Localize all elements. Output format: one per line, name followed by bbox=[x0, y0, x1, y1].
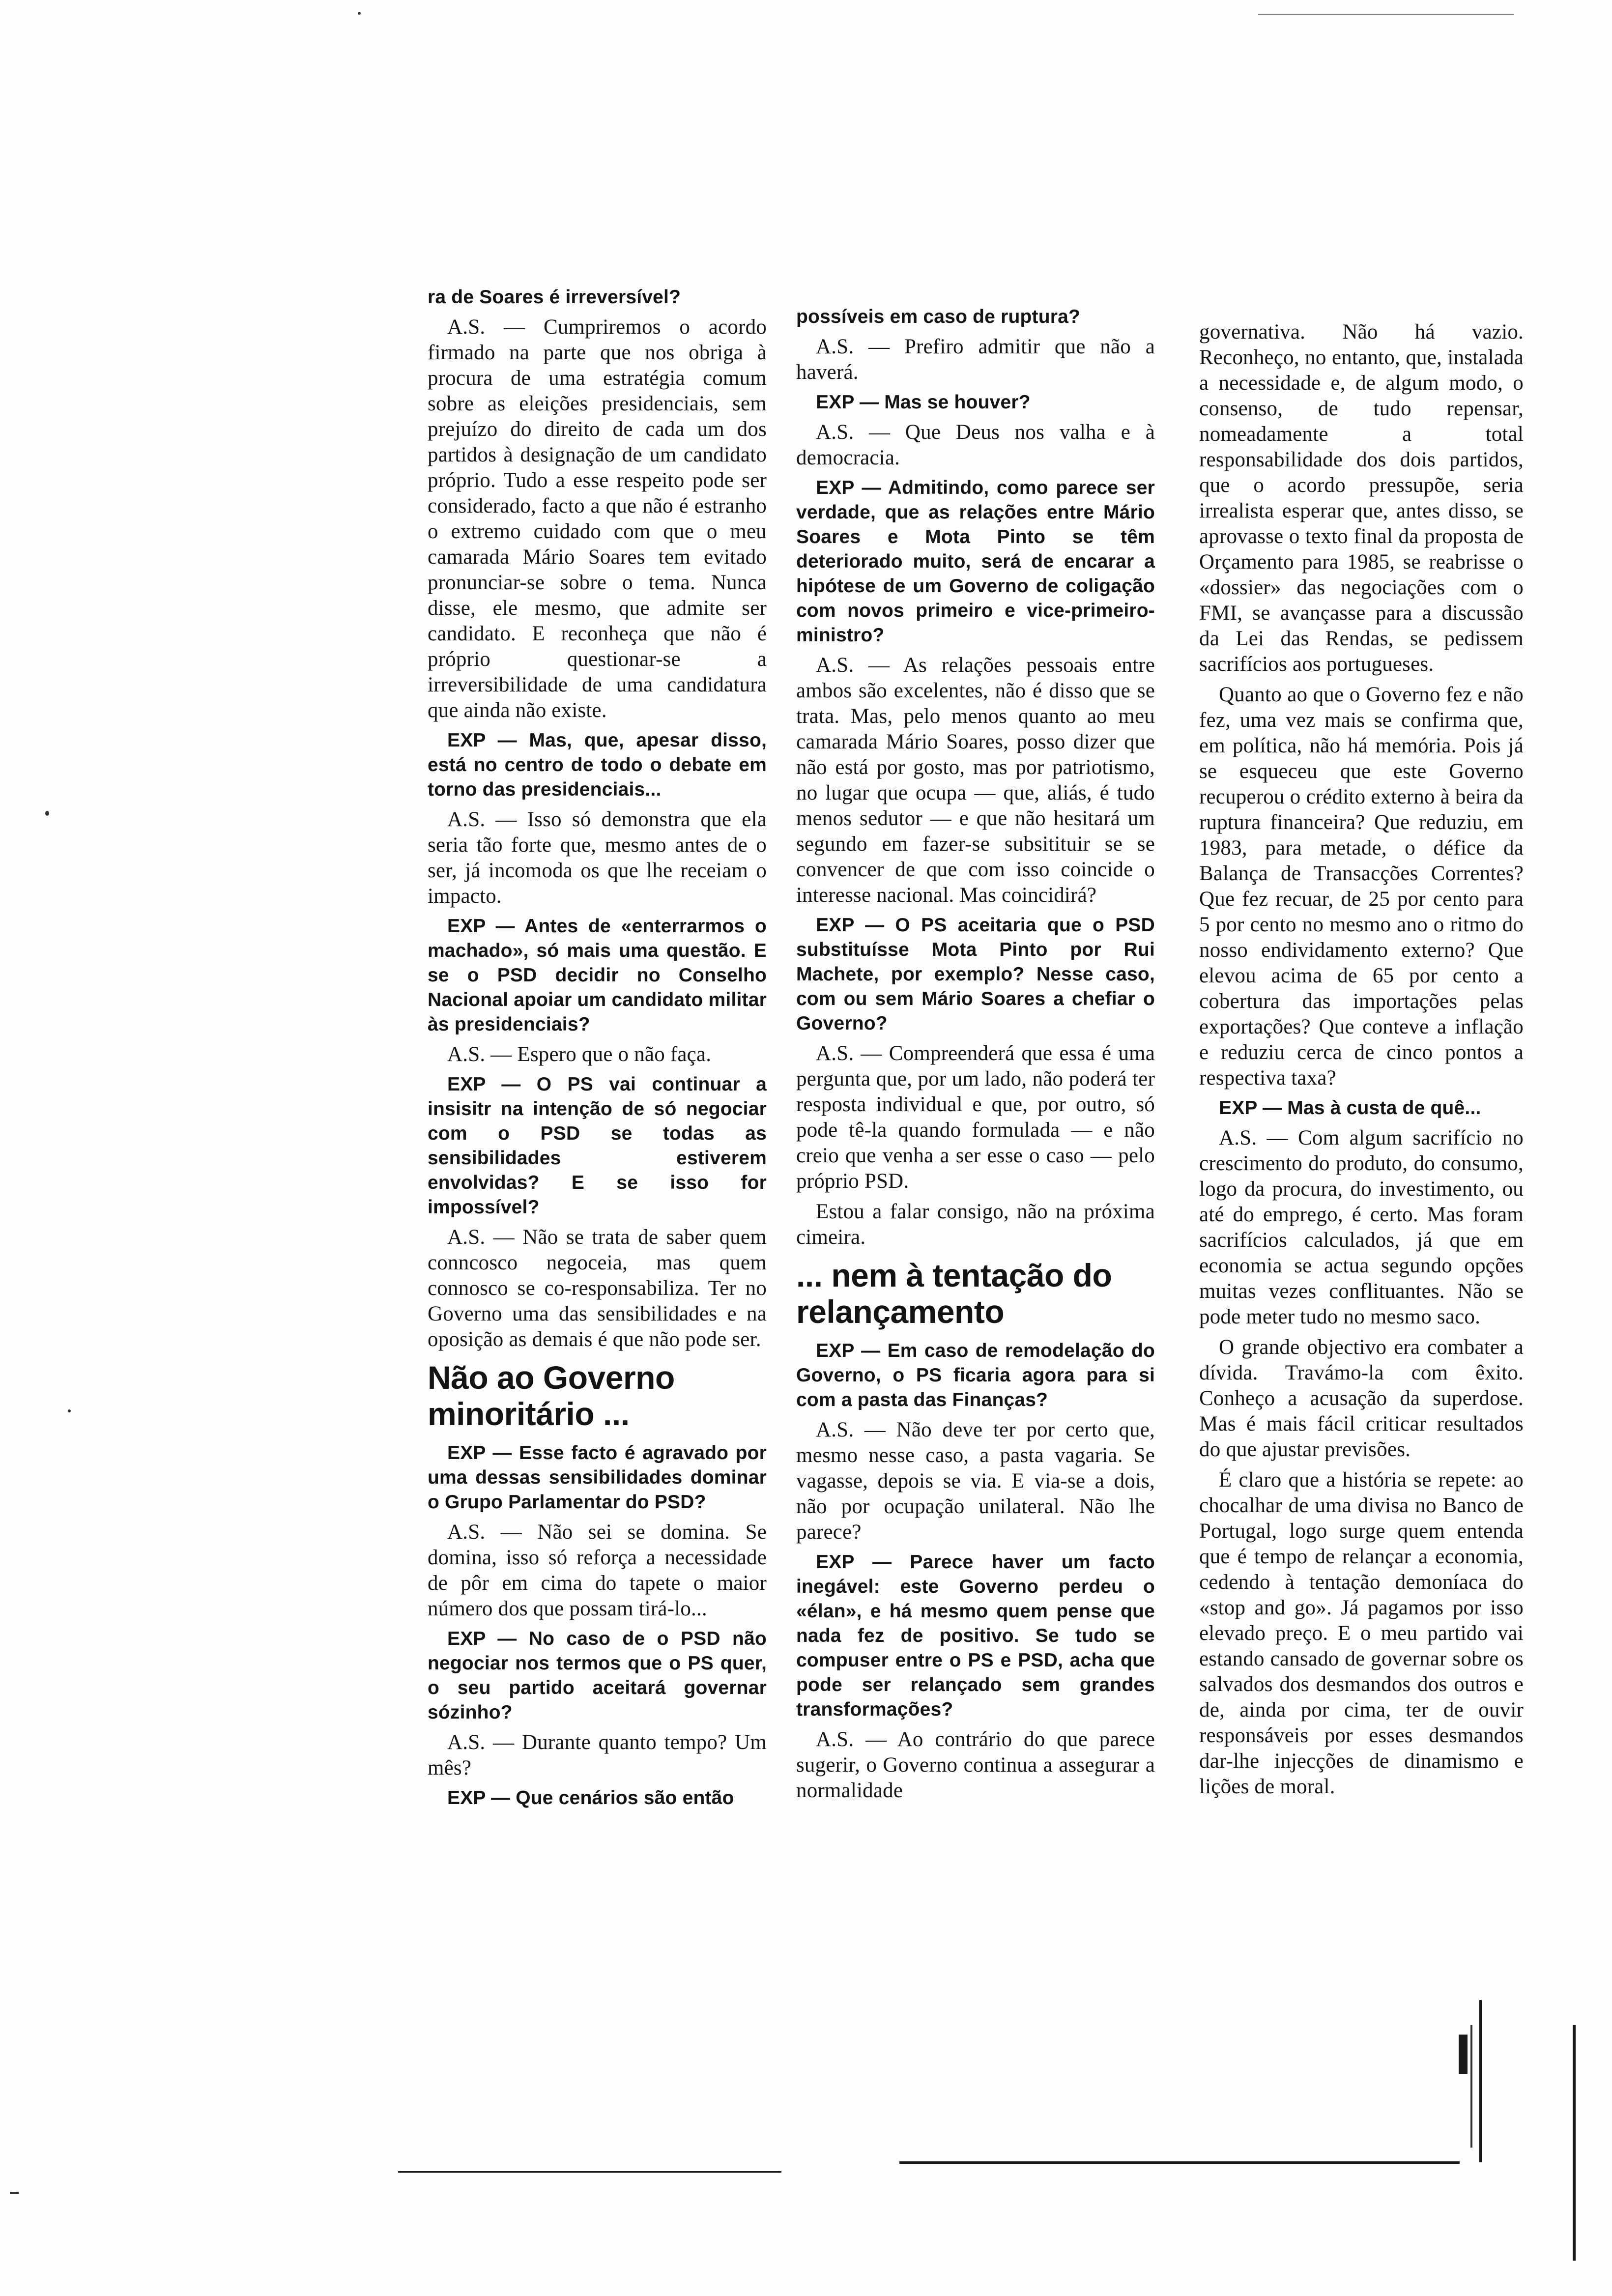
page-number-mark bbox=[1459, 2035, 1468, 2074]
interview-answer: A.S. — Que Deus nos valha e à democracia. bbox=[796, 421, 1155, 469]
interview-answer: A.S. — Isso só demonstra que ela seria tão forte que, mesmo antes de o ser, já incomoda os que lhe receiam o impacto. bbox=[428, 808, 767, 908]
scan-dot bbox=[45, 811, 49, 816]
article-column-3 bbox=[1199, 319, 1524, 1805]
interview-question: EXP — Que cenários são então bbox=[447, 1787, 734, 1808]
top-scan-line bbox=[1258, 14, 1514, 15]
interview-question: EXP — Admitindo, como parece ser verdade, que as relações entre Mário Soares e Mota Pinto se têm deteriorado muito, será de encarar a hipótese de um Governo de coligação com novos primeiro e vice-primeiro-ministro? bbox=[796, 477, 1155, 646]
interview-question: EXP — O PS vai continuar a insisitr na intenção de só negociar com o PSD se todas as sensibilidades estiverem envolvidas? E se isso for impossível? bbox=[428, 1074, 767, 1218]
interview-answer: A.S. — Não deve ter por certo que, mesmo nesse caso, a pasta vagaria. Se vagasse, depois se via. E via-se a dois, não por ocupação unilateral. Não lhe parece? bbox=[796, 1418, 1155, 1544]
scan-dot bbox=[358, 12, 361, 15]
corner-rule bbox=[1573, 2025, 1576, 2261]
interview-answer: A.S. — Cumpriremos o acordo firmado na parte que nos obriga à procura de uma estratégia comum sobre as eleições presidenciais, sem prejuízo do direito de cada um dos partidos à designação de um candidato próprio. Tudo a esse respeito pode ser considerado, facto a que não é estranho o extremo cuidado com que o meu camarada Mário Soares tem evitado pronunciar-se sobre o tema. Nunca disse, ele mesmo, que admite ser candidato. E reconheça que não é próprio questionar-se a irreversibilidade de uma candidatura que ainda não existe. bbox=[428, 316, 767, 722]
interview-answer: A.S. — Compreenderá que essa é uma pergunta que, por um lado, não poderá ter resposta individual e que, por outro, só pode tê-la quando formulada — e não creio que venha a ser esse o caso — pelo próprio PSD. bbox=[796, 1042, 1155, 1193]
interview-question: EXP — Antes de «enterrarmos o machado», só mais uma questão. E se o PSD decidir no Conselho Nacional apoiar um candidato militar às presidenciais? bbox=[428, 916, 767, 1035]
interview-question: EXP — Mas se houver? bbox=[816, 392, 1031, 413]
interview-question: EXP — O PS aceitaria que o PSD substituísse Mota Pinto por Rui Machete, por exemplo? Nesse caso, com ou sem Mário Soares a chefiar o Governo? bbox=[796, 915, 1155, 1034]
column-divider-right bbox=[1479, 2000, 1482, 2162]
page-edge-line bbox=[1470, 2025, 1472, 2148]
interview-answer: A.S. — Ao contrário do que parece sugerir, o Governo continua a assegurar a normalidade bbox=[796, 1728, 1155, 1802]
interview-question: ra de Soares é irreversível? bbox=[428, 287, 681, 308]
article-column-2 bbox=[796, 305, 1155, 1808]
article-column-1 bbox=[428, 285, 767, 1815]
interview-answer: A.S. — Não sei se domina. Se domina, isso só reforça a necessidade de pôr em cima do tapete o maior número dos que possam tirá-lo... bbox=[428, 1521, 767, 1620]
interview-answer: Estou a falar consigo, não na próxima cimeira. bbox=[796, 1200, 1155, 1249]
interview-question: EXP — Em caso de remodelação do Governo, o PS ficaria agora para si com a pasta das Finanças? bbox=[796, 1340, 1155, 1410]
interview-answer: A.S. — As relações pessoais entre ambos são excelentes, não é disso que se trata. Mas, pelo menos quanto ao meu camarada Mário Soares, posso dizer que não está por gosto, mas por patriotismo, no lugar que ocupa — que, aliás, é tudo menos sedutor — e que não hesitará um segundo em fazer-se subsitituir se se convencer de que com isso coincide o interesse nacional. Mas coincidirá? bbox=[796, 654, 1155, 907]
interview-answer: governativa. Não há vazio. Reconheço, no entanto, que, instalada a necessidade e, de algum modo, o consenso, de tudo repensar, nomeadamente a total responsabilidade dos dois partidos, que o acordo pressupõe, seria irrealista esperar que, antes disso, se aprovasse o texto final da proposta de Orçamento para 1985, se reabrisse o «dossier» das negociações com o FMI, se avançasse para a discussão da Lei das Rendas, se pedissem sacrifícios aos portugueses. bbox=[1199, 320, 1524, 676]
interview-answer: Quanto ao que o Governo fez e não fez, uma vez mais se confirma que, em política, não há memória. Pois já se esqueceu que este Governo recuperou o crédito externo à beira da ruptura financeira? Que reduziu, em 1983, para metade, o défice da Balança de Transacções Correntes? Que fez recuar, de 25 por cento para 5 por cento no mesmo ano o ritmo do nosso endividamento externo? Que elevou acima de 65 por cento a cobertura das importações pelas exportações? Que conteve a inflação e reduziu cerca de cinco pontos a respectiva taxa? bbox=[1199, 683, 1524, 1090]
interview-answer: A.S. — Durante quanto tempo? Um mês? bbox=[428, 1731, 767, 1779]
interview-question: EXP — Parece haver um facto inegável: este Governo perdeu o «élan», e há mesmo quem pense que nada fez de positivo. Se tudo se compuser entre o PS e PSD, acha que pode ser relançado sem grandes transformações? bbox=[796, 1551, 1155, 1720]
interview-question: possíveis em caso de ruptura? bbox=[796, 306, 1081, 327]
section-heading: Não ao Governo minoritário ... bbox=[428, 1359, 675, 1432]
interview-question: EXP — Esse facto é agravado por uma dessas sensibilidades dominar o Grupo Parlamentar do PSD? bbox=[428, 1442, 767, 1513]
section-heading: ... nem à tentação do relançamento bbox=[796, 1257, 1112, 1330]
interview-answer: A.S. — Prefiro admitir que não a haverá. bbox=[796, 335, 1155, 384]
interview-answer: A.S. — Com algum sacrifício no crescimento do produto, do consumo, logo da procura, do investimento, ou até do emprego, é certo. Mas foram sacrifícios calculados, já que em economia se actua segundo opções muitas vezes conflituantes. Não se pode meter tudo no mesmo saco. bbox=[1199, 1126, 1524, 1328]
interview-question: EXP — Mas, que, apesar disso, está no centro de todo o debate em torno das presidenciais... bbox=[428, 730, 767, 800]
scan-dot bbox=[68, 1409, 71, 1412]
column-rule-left-bottom bbox=[398, 2171, 781, 2173]
column-rule-right-bottom bbox=[899, 2161, 1460, 2164]
scan-dot bbox=[10, 2192, 19, 2194]
interview-answer: A.S. — Espero que o não faça. bbox=[447, 1043, 712, 1066]
interview-question: EXP — Mas à custa de quê... bbox=[1219, 1097, 1481, 1119]
interview-answer: A.S. — Não se trata de saber quem conncosco negoceia, mas quem connosco se co-responsabiliza. Ter no Governo uma das sensibilidades e na oposição as demais é que não pode ser. bbox=[428, 1226, 767, 1351]
interview-answer: É claro que a história se repete: ao chocalhar de uma divisa no Banco de Portugal, logo surge quem entenda que é tempo de relançar a economia, cedendo à tentação demoníaca do «stop and go». Já pagamos por isso elevado preço. E o meu partido vai estando cansado de governar sobre os salvados dos desmandos dos outros e de, ainda por cima, ter de ouvir responsáveis por esses desmandos dar-lhe injecções de dinamismo e lições de moral. bbox=[1199, 1468, 1524, 1798]
interview-answer: O grande objectivo era combater a dívida. Travámo-la com êxito. Conheço a acusação da superdose. Mas é mais fácil criticar resultados do que ajustar previsões. bbox=[1199, 1336, 1524, 1461]
interview-question: EXP — No caso de o PSD não negociar nos termos que o PS quer, o seu partido aceitará governar sózinho? bbox=[428, 1628, 767, 1723]
